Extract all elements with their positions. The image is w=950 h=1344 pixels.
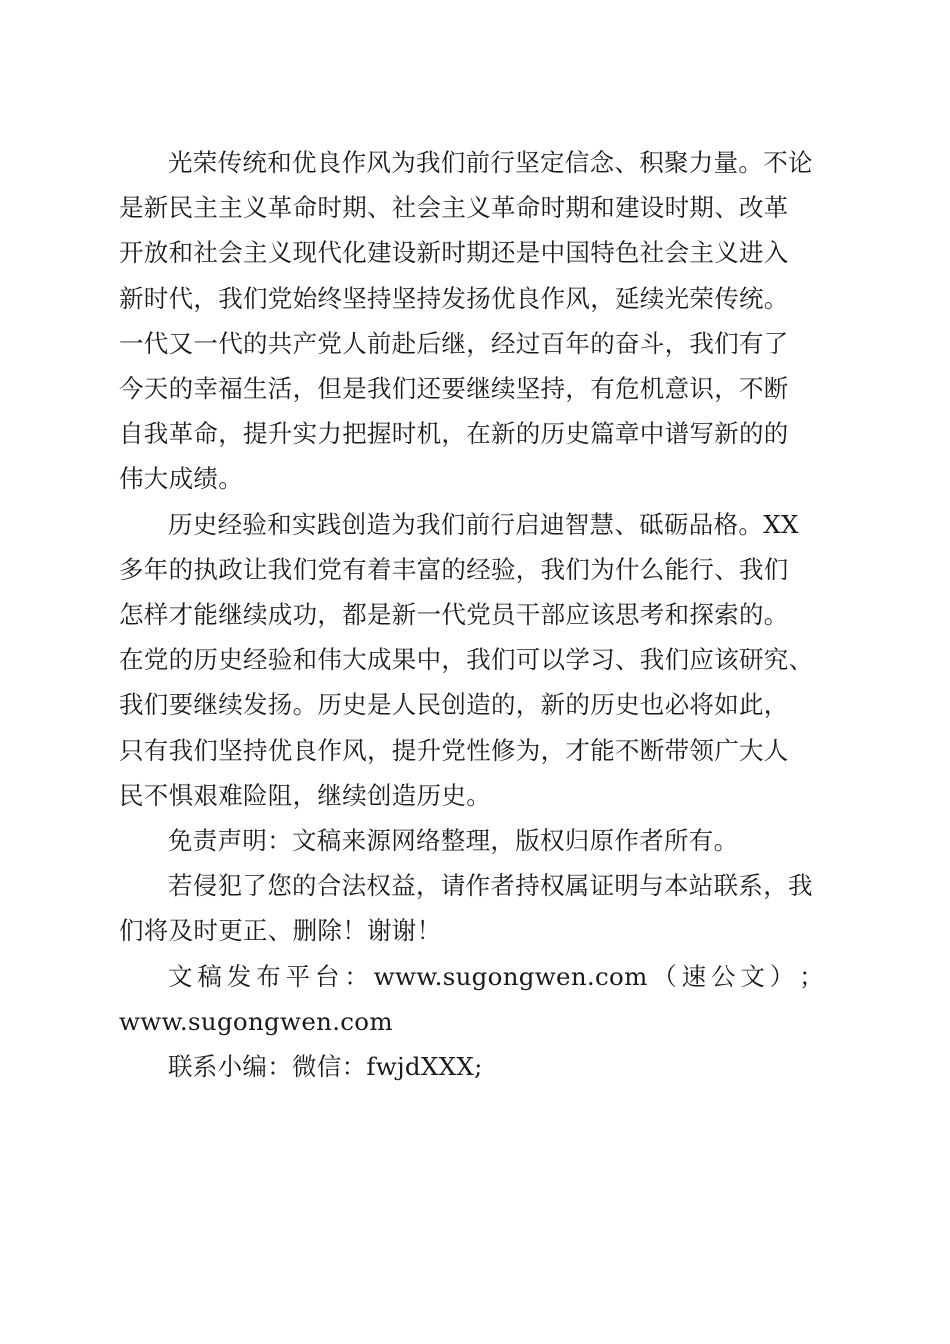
platform-char: ） [769,961,795,991]
text-line: 开放和社会主义现代化建设新时期还是中国特色社会主义进入 [119,238,789,268]
text-line: 们将及时更正、删除！谢谢！ [119,916,442,946]
text-line: 怎样才能继续成功，都是新一代党员干部应该思考和探索的。 [119,600,789,630]
platform-url: www.sugongwen.com [373,961,648,991]
text-line: 自我革命，提升实力把握时机，在新的历史篇章中谱写新的的 [119,419,789,449]
text-line: 是新民主主义革命时期、社会主义革命时期和建设时期、改革 [119,193,789,223]
platform-char: 文 [168,961,193,991]
platform-char: 台 [314,961,340,991]
contact-text: 联系小编：微信：fwjdXXX; [168,1052,483,1082]
text-line: 只有我们坚持优良作风，提升党性修为，才能不断带领广大人 [119,735,789,765]
text-line: 光荣传统和优良作风为我们前行坚定信念、积聚力量。不论 [168,148,813,177]
text-line: 今天的幸福生活，但是我们还要继续坚持，有危机意识，不断 [119,374,789,404]
text-line: 若侵犯了您的合法权益，请作者持权属证明与本站联系，我 [168,871,813,901]
platform-char: （ [652,961,678,991]
platform-line [119,954,824,999]
document-body [119,140,824,1089]
text-line: 我们要继续发扬。历史是人民创造的，新的历史也必将如此， [119,690,789,720]
platform-url-second: www.sugongwen.com [119,1006,393,1036]
paragraph-traditions [119,140,824,502]
infringement-notice [119,863,824,953]
platform-char: 布 [256,961,281,991]
platform-char: 平 [285,961,311,991]
paragraph-experience [119,502,824,818]
platform-char: 发 [226,961,252,991]
text-line: 历史经验和实践创造为我们前行启迪智慧、砥砺品格。XX [168,509,799,539]
platform-url-line [119,999,824,1044]
text-line: 在党的历史经验和伟大成果中，我们可以学习、我们应该研究、 [119,645,814,675]
platform-char: 稿 [197,961,223,991]
text-line: 民不惧艰难险阻，继续创造历史。 [119,780,491,810]
platform-char: ： [344,961,370,991]
text-line: 伟大成绩。 [119,464,243,494]
platform-char: ； [799,961,824,991]
text-line: 一代又一代的共产党人前赴后继，经过百年的奋斗，我们有了 [119,328,789,358]
disclaimer-text: 免责声明：文稿来源网络整理，版权归原作者所有。 [168,826,739,856]
disclaimer [119,818,824,863]
text-line: 多年的执政让我们党有着丰富的经验，我们为什么能行、我们 [119,554,789,584]
contact [119,1044,824,1089]
text-line: 新时代，我们党始终坚持坚持发扬优良作风，延续光荣传统。 [119,283,789,313]
platform-char: 速 [681,961,707,991]
platform-char: 公 [710,961,736,991]
platform-char: 文 [740,961,766,991]
